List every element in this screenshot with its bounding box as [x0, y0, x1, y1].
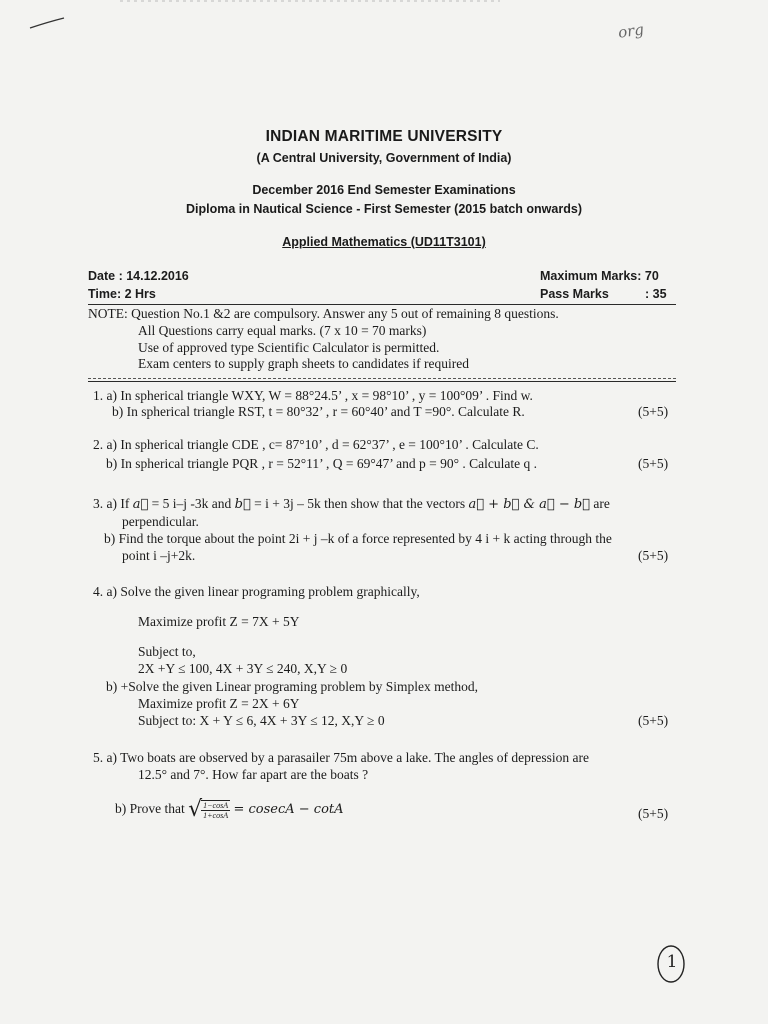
pass-marks-value: : 35: [645, 287, 667, 301]
note-divider-solid: [88, 381, 676, 382]
question-4a-subject-to: Subject to,: [138, 644, 196, 659]
exam-title: December 2016 End Semester Examinations: [252, 183, 516, 197]
vector-expression: a⃗ + b⃗ & a⃗ − b⃗: [468, 497, 590, 512]
question-3a: [93, 496, 610, 512]
vector-a: a⃗: [132, 497, 149, 512]
question-4-marks: (5+5): [638, 713, 669, 728]
pass-marks-label: Pass Marks: [540, 287, 609, 301]
fraction: [201, 801, 230, 820]
note-line: Use of approved type Scientific Calculator is permitted.: [138, 340, 440, 355]
question-4a-objective: Maximize profit Z = 7X + 5Y: [138, 614, 300, 629]
course-title: Diploma in Nautical Science - First Semester (2015 batch onwards): [186, 202, 582, 216]
square-root-icon: √: [188, 797, 203, 822]
question-5a: 5. a) Two boats are observed by a parasailer 75m above a lake. The angles of depression are: [93, 750, 589, 765]
question-4b-objective: Maximize profit Z = 2X + 6Y: [138, 696, 300, 711]
question-3b-continuation: point i –j+2k.: [122, 548, 196, 563]
question-4b-constraints: Subject to: X + Y ≤ 6, 4X + 3Y ≤ 12, X,Y ≥ 0: [138, 713, 385, 728]
question-3a-continuation: perpendicular.: [122, 514, 199, 529]
question-1-marks: (5+5): [638, 404, 669, 419]
vector-b: b⃗: [234, 497, 251, 512]
question-5b-prefix: b) Prove that: [115, 801, 185, 817]
note-line: NOTE: Question No.1 &2 are compulsory. Answer any 5 out of remaining 8 questions.: [88, 306, 559, 321]
university-name: INDIAN MARITIME UNIVERSITY: [265, 128, 503, 145]
question-2b: b) In spherical triangle PQR , r = 52°11’ , Q = 69°47’ and p = 90° . Calculate q .: [106, 456, 537, 471]
fraction-numerator: 1−cosA: [203, 801, 229, 810]
question-3a-prefix: 3. a) If: [93, 496, 130, 511]
corner-handwritten-note: org: [616, 20, 645, 42]
question-1a: 1. a) In spherical triangle WXY, W = 88°24.5’ , x = 98°10’ , y = 100°09’ . Find w.: [93, 388, 533, 403]
header-rule: [88, 304, 676, 305]
top-border-line: [0, 0, 768, 4]
note-line: Exam centers to supply graph sheets to candidates if required: [138, 356, 470, 371]
question-5b-rhs: = cosecA − cotA: [233, 802, 344, 818]
question-3a-a-value: = 5 i–j -3k and: [151, 496, 232, 511]
fraction-denominator: 1+cosA: [203, 811, 229, 820]
pen-stroke-mark: [28, 12, 68, 32]
question-3-marks: (5+5): [638, 548, 669, 563]
subject-title: Applied Mathematics (UD11T3101): [282, 235, 486, 249]
question-3b: b) Find the torque about the point 2i + j –k of a force represented by 4 i + k acting through the: [104, 531, 612, 546]
square-root-expression: [188, 797, 230, 822]
page-number: 1: [666, 952, 678, 972]
question-4a-constraints: 2X +Y ≤ 100, 4X + 3Y ≤ 240, X,Y ≥ 0: [138, 661, 348, 676]
exam-date: Date : 14.12.2016: [88, 269, 189, 283]
question-3a-b-value: = i + 3j – 5k then show that the vectors: [254, 496, 466, 511]
square-root-body: [201, 800, 230, 820]
note-divider: [88, 378, 676, 379]
question-2-marks: (5+5): [638, 456, 669, 471]
question-5-marks: (5+5): [638, 806, 669, 821]
exam-duration: Time: 2 Hrs: [88, 287, 156, 301]
university-subtitle: (A Central University, Government of India): [256, 151, 512, 165]
question-5a-continuation: 12.5° and 7°. How far apart are the boats ?: [138, 767, 369, 782]
question-5b: [115, 797, 344, 822]
question-4a: 4. a) Solve the given linear programing problem graphically,: [93, 584, 420, 599]
question-4b: b) +Solve the given Linear programing problem by Simplex method,: [106, 679, 479, 694]
question-3a-are: are: [593, 496, 610, 511]
maximum-marks: Maximum Marks: 70: [540, 269, 659, 283]
question-2a: 2. a) In spherical triangle CDE , c= 87°10’ , d = 62°37’ , e = 100°10’ . Calculate C.: [93, 437, 539, 452]
question-1b: b) In spherical triangle RST, t = 80°32’ , r = 60°40’ and T =90°. Calculate R.: [112, 404, 525, 419]
note-line: All Questions carry equal marks. (7 x 10 = 70 marks): [138, 323, 427, 338]
